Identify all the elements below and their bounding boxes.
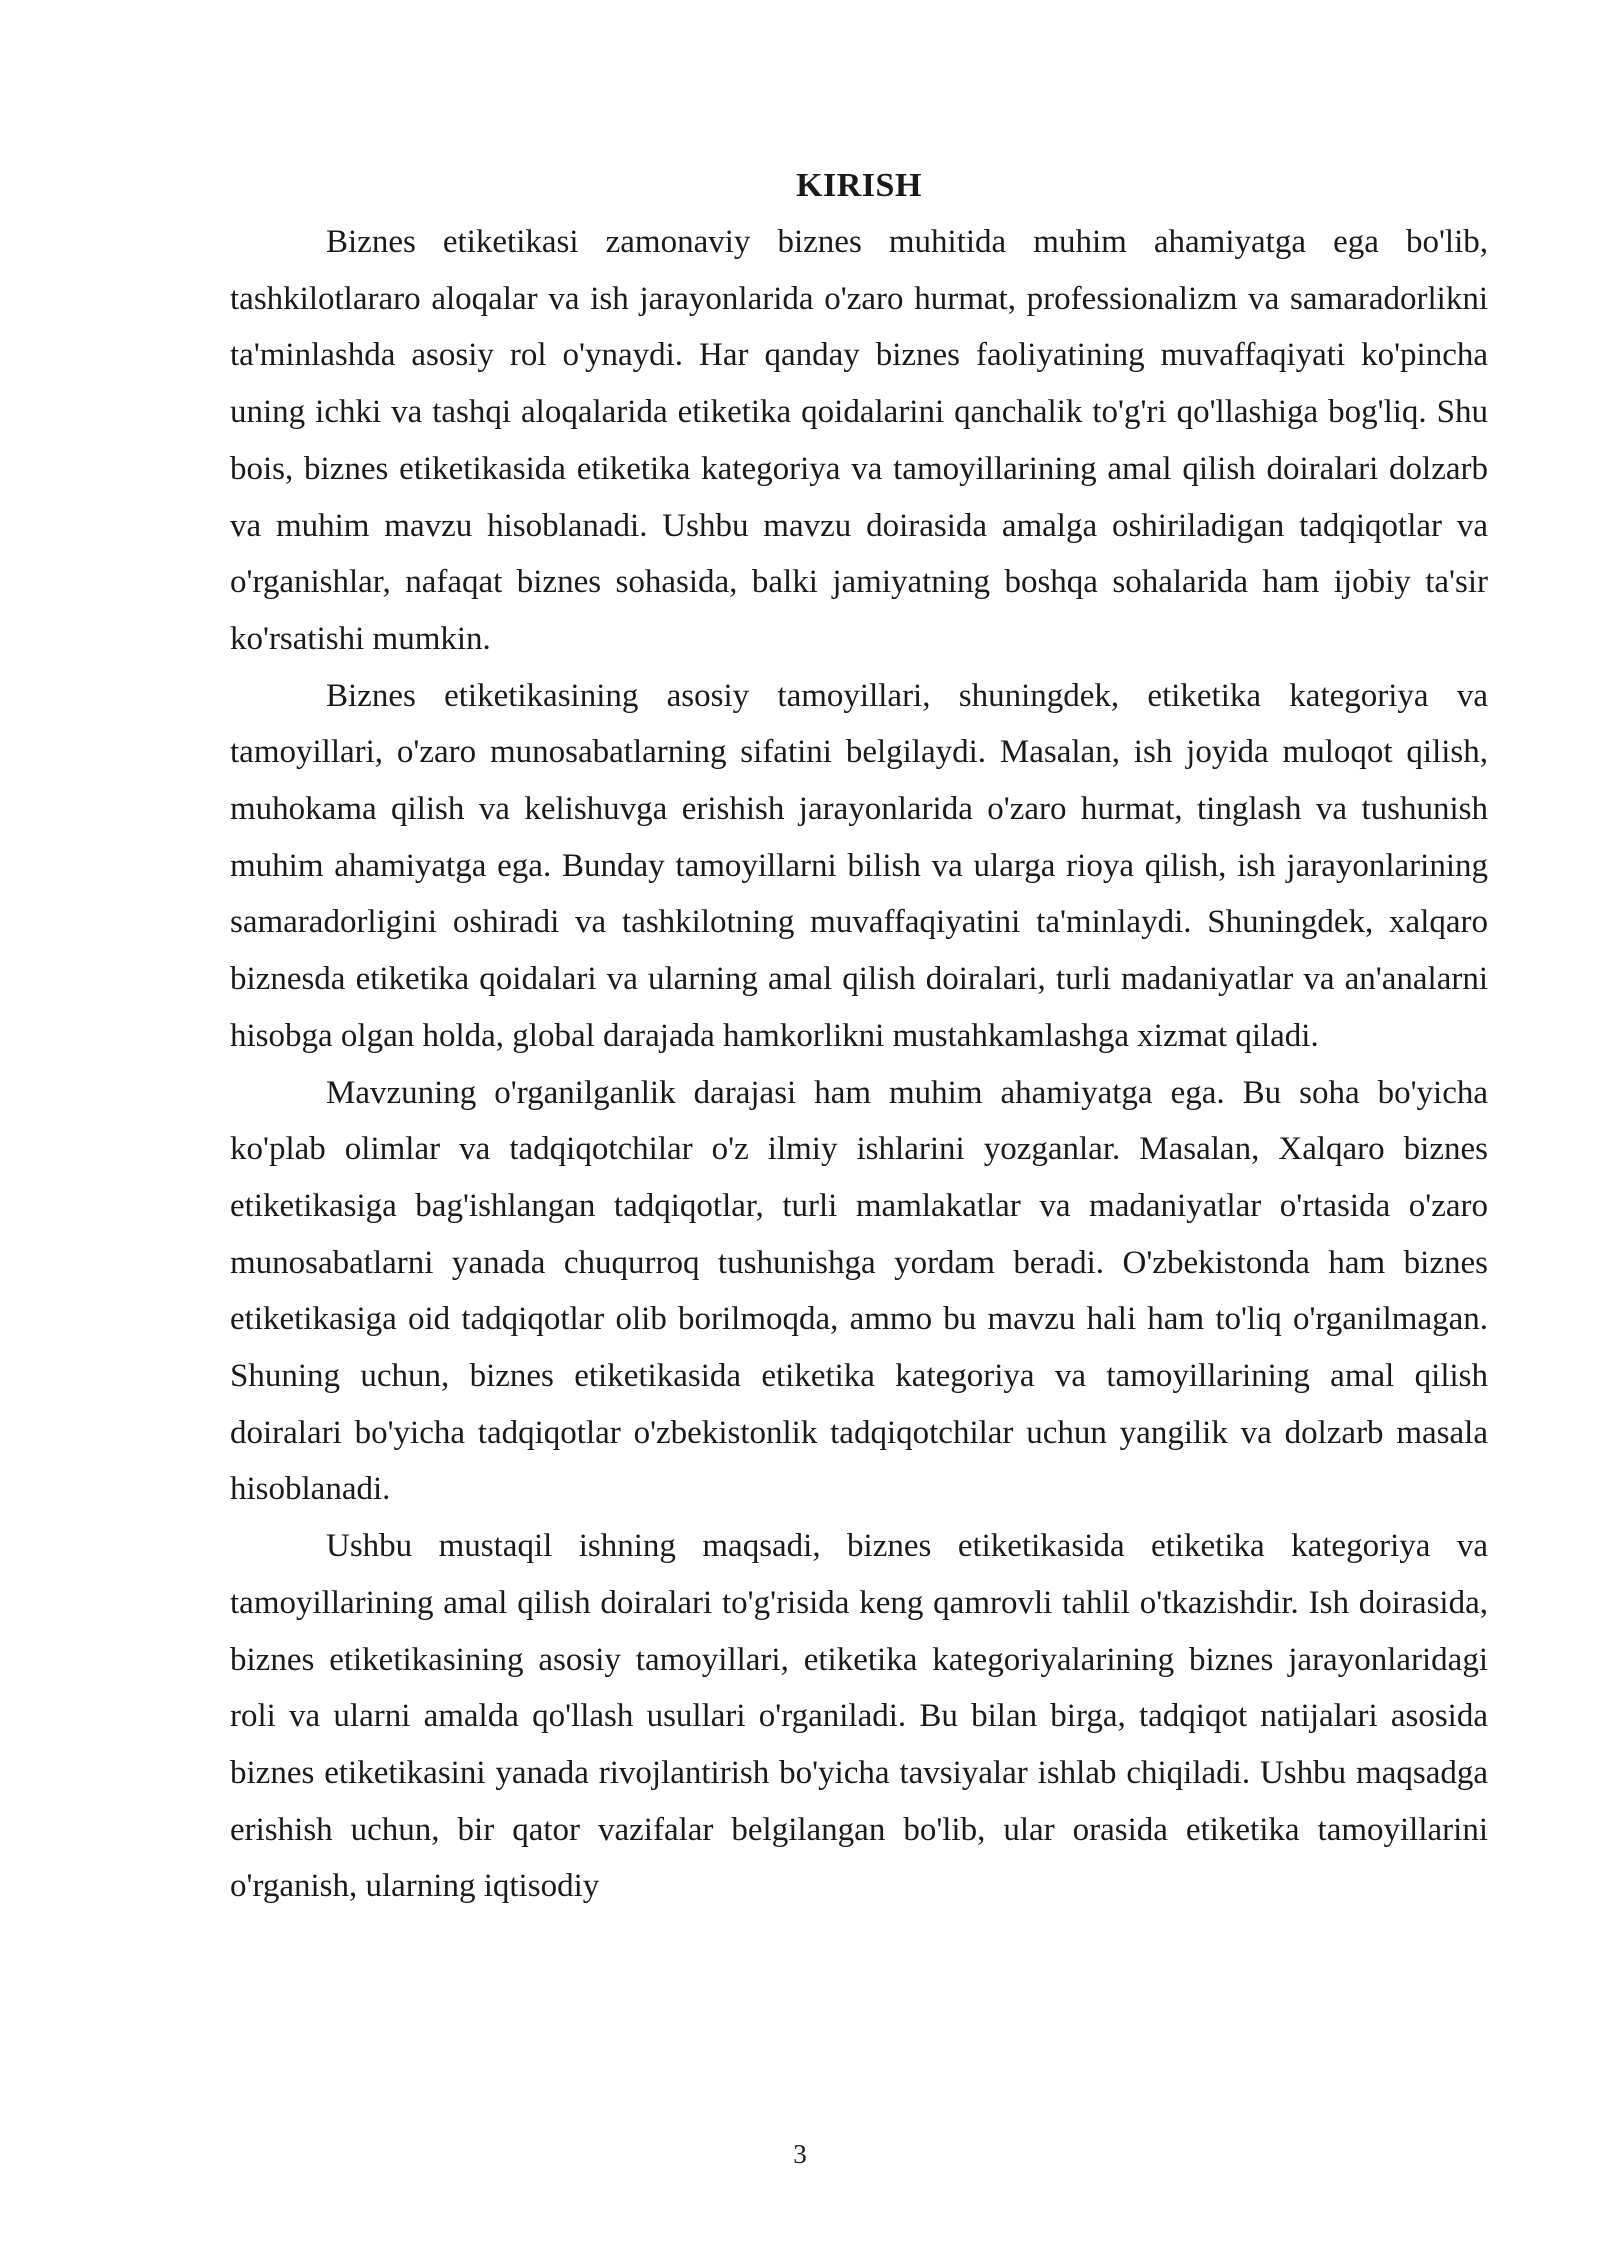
section-title: KIRISH (796, 167, 922, 204)
document-body (230, 158, 1488, 1915)
paragraph-2: Biznes etiketikasining asosiy tamoyillari, shuningdek, etiketika kategoriya va tamoyillari, o'zaro munosabatlarning sifatini belgilaydi. Masalan, ish joyida muloqot qilish, muhokama qilish va kelishuvga erishish jarayonlarida o'zaro hurmat, tinglash va tushunish muhim ahamiyatga ega. Bunday tamoyillarni bilish va ularga rioya qilish, ish jarayonlarining samaradorligini oshiradi va tashkilotning muvaffaqiyatini ta'minlaydi. Shuningdek, xalqaro biznesda etiketika qoidalari va ularning amal qilish doiralari, turli madaniyatlar va an'analarni hisobga olgan holda, global darajada hamkorlikni mustahkamlashga xizmat qiladi. (230, 677, 1488, 1054)
paragraph-4: Ushbu mustaqil ishning maqsadi, biznes etiketikasida etiketika kategoriya va tamoyillarining amal qilish doiralari to'g'risida keng qamrovli tahlil o'tkazishdir. Ish doirasida, biznes etiketikasining asosiy tamoyillari, etiketika kategoriyalarining biznes jarayonlaridagi roli va ularni amalda qo'llash usullari o'rganiladi. Bu bilan birga, tadqiqot natijalari asosida biznes etiketikasini yanada rivojlantirish bo'yicha tavsiyalar ishlab chiqiladi. Ushbu maqsadga erishish uchun, bir qator vazifalar belgilangan bo'lib, ular orasida etiketika tamoyillarini o'rganish, ularning iqtisodiy (230, 1528, 1488, 1905)
paragraph-1: Biznes etiketikasi zamonaviy biznes muhitida muhim ahamiyatga ega bo'lib, tashkilotlararo aloqalar va ish jarayonlarida o'zaro hurmat, professionalizm va samaradorlikni ta'minlashda asosiy rol o'ynaydi. Har qanday biznes faoliyatining muvaffaqiyati ko'pincha uning ichki va tashqi aloqalarida etiketika qoidalarini qanchalik to'g'ri qo'llashiga bog'liq. Shu bois, biznes etiketikasida etiketika kategoriya va tamoyillarining amal qilish doiralari dolzarb va muhim mavzu hisoblanadi. Ushbu mavzu doirasida amalga oshiriladigan tadqiqotlar va o'rganishlar, nafaqat biznes sohasida, balki jamiyatning boshqa sohalarida ham ijobiy ta'sir ko'rsatishi mumkin. (230, 224, 1488, 657)
page-number: 3 (793, 2139, 807, 2169)
paragraph-3: Mavzuning o'rganilganlik darajasi ham muhim ahamiyatga ega. Bu soha bo'yicha ko'plab olimlar va tadqiqotchilar o'z ilmiy ishlarini yozganlar. Masalan, Xalqaro biznes etiketikasiga bag'ishlangan tadqiqotlar, turli mamlakatlar va madaniyatlar o'rtasida o'zaro munosabatlarni yanada chuqurroq tushunishga yordam beradi. O'zbekistonda ham biznes etiketikasiga oid tadqiqotlar olib borilmoqda, ammo bu mavzu hali ham to'liq o'rganilmagan. Shuning uchun, biznes etiketikasida etiketika kategoriya va tamoyillarining amal qilish doiralari bo'yicha tadqiqotlar o'zbekistonlik tadqiqotchilar uchun yangilik va dolzarb masala hisoblanadi. (230, 1074, 1488, 1508)
